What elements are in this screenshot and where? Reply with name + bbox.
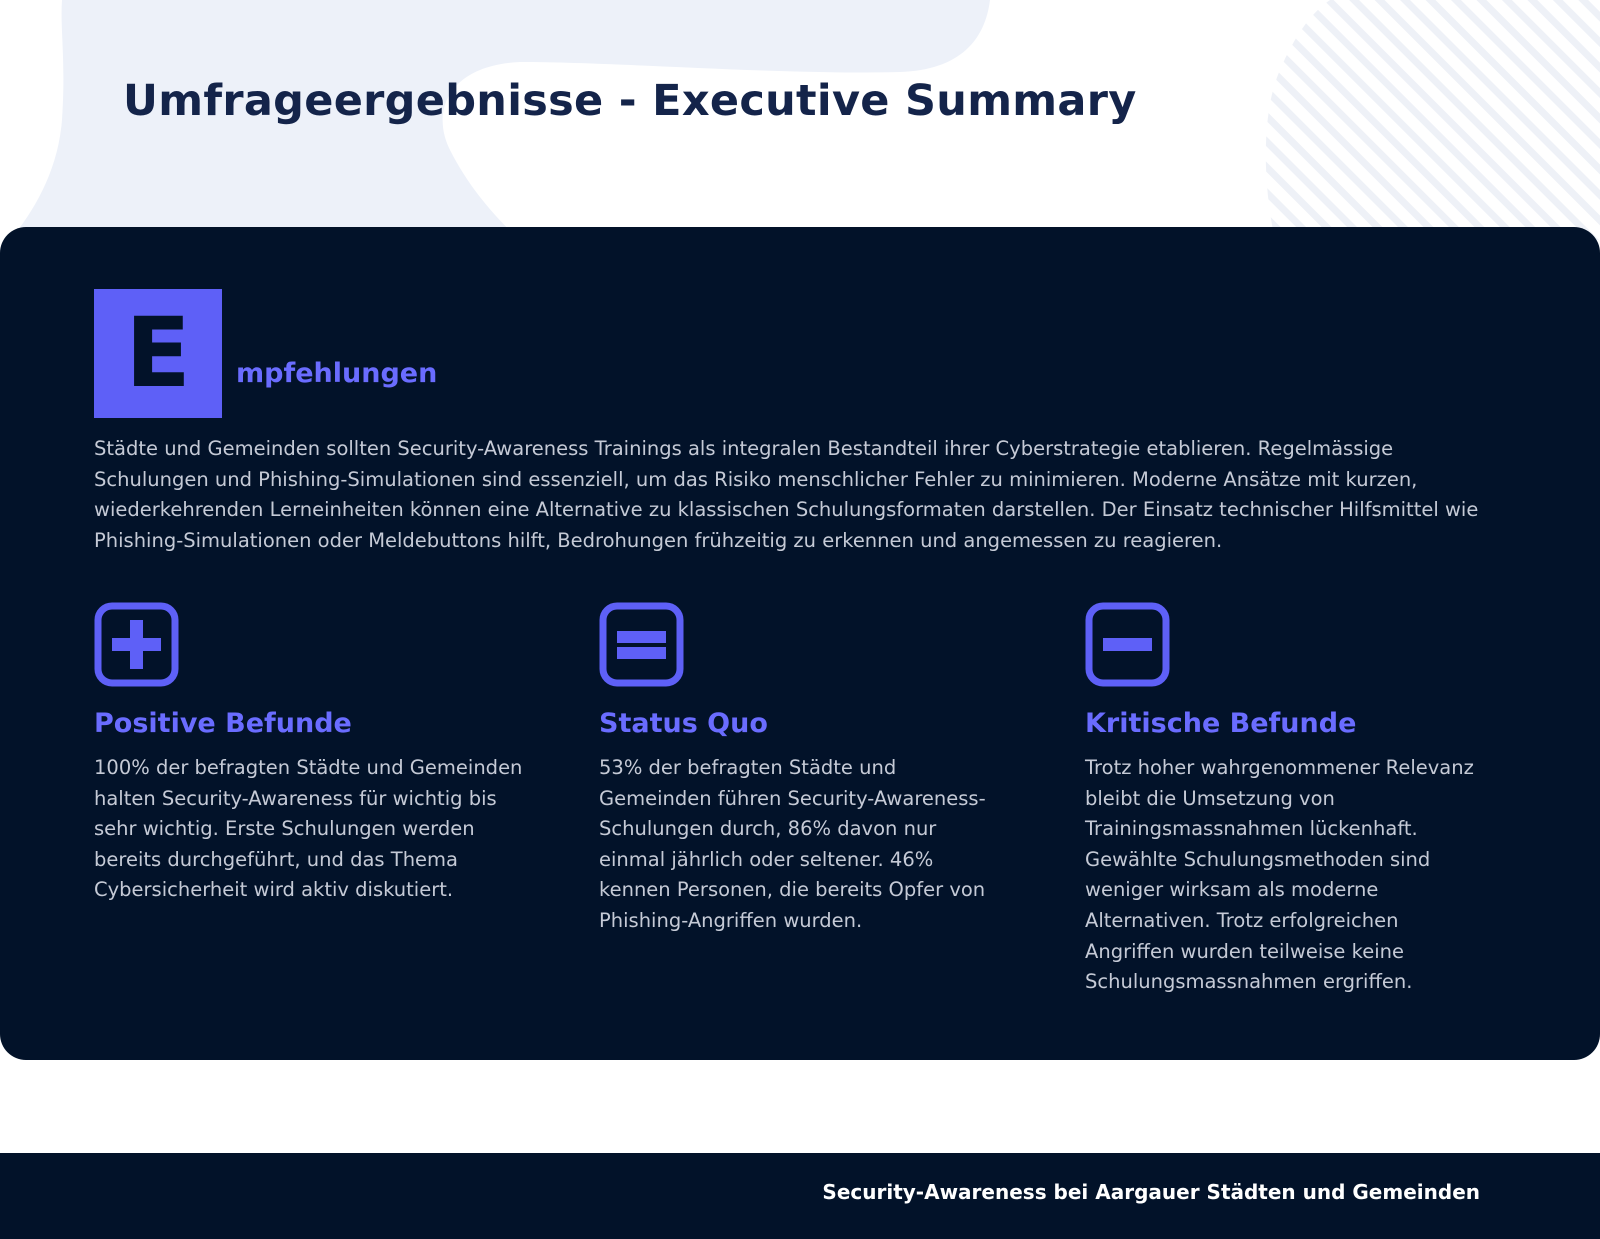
status-quo-title: Status Quo — [599, 708, 768, 739]
dropcap-letter: E — [94, 289, 222, 418]
equals-square-icon — [599, 602, 684, 687]
critical-findings-column — [1085, 602, 1555, 998]
plus-square-icon — [94, 602, 179, 687]
footer-text: Security-Awareness bei Aargauer Städten und Gemeinden — [822, 1180, 1480, 1204]
positive-findings-title: Positive Befunde — [94, 708, 352, 739]
positive-findings-column — [94, 602, 564, 906]
recommendations-heading: mpfehlungen — [236, 358, 438, 389]
status-quo-column — [599, 602, 1069, 937]
minus-square-icon — [1085, 602, 1170, 687]
page-title: Umfrageergebnisse - Executive Summary — [123, 76, 1137, 126]
status-quo-text: 53% der befragten Städte und Gemeinden führen Security-Awareness-Schulungen durch, 86% davon nur einmal jährlich oder seltener. 46% kennen Personen, die bereits Opfer von Phishing-Angriffen wurden. — [599, 756, 986, 932]
recommendations-text: Städte und Gemeinden sollten Security-Awareness Trainings als integralen Bestandteil ihrer Cyberstrategie etablieren. Regelmässige Schulungen und Phishing-Simulationen sind essenziell, um das Risiko menschlicher Fehler zu minimieren. Moderne Ansätze mit kurzen, wiederkehrenden Lerneinheiten können eine Alternative zu klassischen Schulungsformaten darstellen. Der Einsatz technischer Hilfsmittel wie Phishing-Simulationen oder Meldebuttons hilft, Bedrohungen frühzeitig zu erkennen und angemessen zu reagieren. — [94, 437, 1479, 552]
footer-bar — [0, 1153, 1600, 1239]
positive-findings-text: 100% der befragten Städte und Gemeinden halten Security-Awareness für wichtig bis sehr wichtig. Erste Schulungen werden bereits durchgeführt, und das Thema Cybersicherheit wird aktiv diskutiert. — [94, 756, 523, 902]
critical-findings-title: Kritische Befunde — [1085, 708, 1357, 739]
critical-findings-text: Trotz hoher wahrgenommener Relevanz bleibt die Umsetzung von Trainingsmassnahmen lückenhaft. Gewählte Schulungsmethoden sind weniger wirksam als moderne Alternativen. Trotz erfolgreichen Angriffen wurden teilweise keine Schulungsmassnahmen ergriffen. — [1085, 756, 1474, 994]
